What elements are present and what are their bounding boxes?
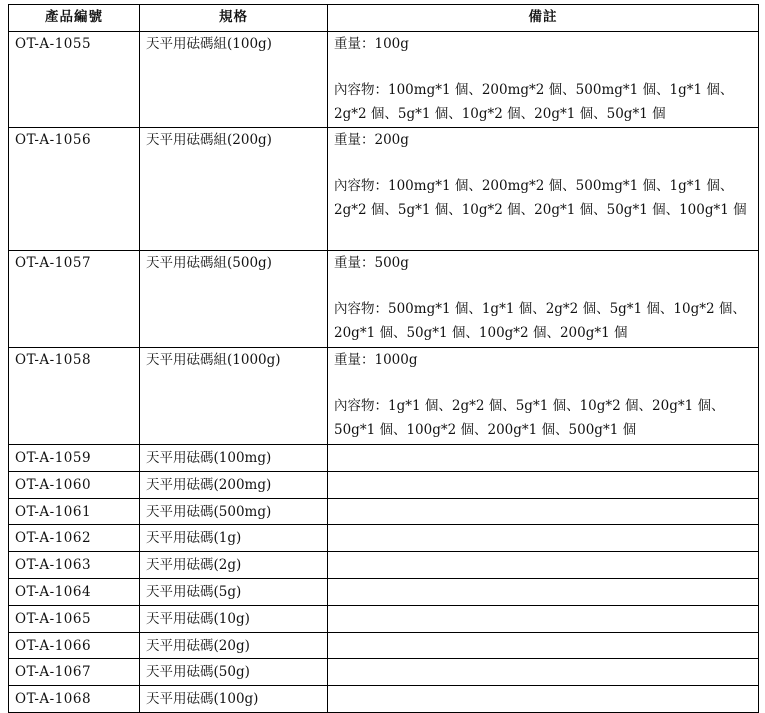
product-code-cell: OT-A-1064 [9,578,140,605]
product-code-cell: OT-A-1058 [9,348,140,445]
product-code-cell: OT-A-1062 [9,525,140,552]
note-cell [328,552,759,579]
product-code-cell: OT-A-1060 [9,471,140,498]
product-code-cell: OT-A-1059 [9,445,140,472]
spec-cell: 天平用砝碼(20g) [140,632,328,659]
spec-cell: 天平用砝碼(100mg) [140,445,328,472]
note-cell [328,578,759,605]
contents-text: 內容物：1g*1 個、2g*2 個、5g*1 個、10g*2 個、20g*1 個、50g*1 個、100g*2 個、200g*1 個、500g*1 個 [334,397,725,438]
table-row [9,632,759,659]
table-row [9,605,759,632]
product-code-cell: OT-A-1055 [9,32,140,128]
note-cell [328,632,759,659]
contents-text: 內容物：500mg*1 個、1g*1 個、2g*2 個、5g*1 個、10g*2 個、20g*1 個、50g*1 個、100g*2 個、200g*1 個 [334,300,746,341]
table-row [9,348,759,445]
table-row [9,552,759,579]
table-row [9,471,759,498]
table-row [9,686,759,713]
spec-cell: 天平用砝碼(200mg) [140,471,328,498]
weight-text: 重量：500g [334,255,409,271]
note-cell [328,32,759,128]
header-row [9,5,759,32]
header-spec: 規格 [140,5,328,32]
spec-cell: 天平用砝碼組(200g) [140,128,328,251]
table-row [9,32,759,128]
table-row [9,251,759,348]
note-cell [328,605,759,632]
product-code-cell: OT-A-1056 [9,128,140,251]
table-row [9,525,759,552]
note-cell [328,686,759,713]
note-cell [328,525,759,552]
note-cell [328,471,759,498]
note-cell [328,251,759,348]
product-spec-table [8,4,759,713]
product-code-cell: OT-A-1065 [9,605,140,632]
weight-text: 重量：1000g [334,352,418,368]
spec-cell: 天平用砝碼(1g) [140,525,328,552]
table-row [9,445,759,472]
note-cell [328,128,759,251]
product-code-cell: OT-A-1063 [9,552,140,579]
product-code-cell: OT-A-1066 [9,632,140,659]
note-cell [328,348,759,445]
spec-cell: 天平用砝碼(500mg) [140,498,328,525]
weight-text: 重量：200g [334,132,409,148]
table-header [9,5,759,32]
header-product-code: 產品編號 [9,5,140,32]
spec-cell: 天平用砝碼(100g) [140,686,328,713]
product-code-cell: OT-A-1057 [9,251,140,348]
contents-text: 內容物：100mg*1 個、200mg*2 個、500mg*1 個、1g*1 個、2g*2 個、5g*1 個、10g*2 個、20g*1 個、50g*1 個、100g*1 個 [334,177,747,218]
spec-cell: 天平用砝碼(50g) [140,659,328,686]
table-row [9,578,759,605]
product-code-cell: OT-A-1067 [9,659,140,686]
table-row [9,128,759,251]
table-row [9,659,759,686]
product-code-cell: OT-A-1061 [9,498,140,525]
product-code-cell: OT-A-1068 [9,686,140,713]
note-cell [328,659,759,686]
spec-cell: 天平用砝碼(2g) [140,552,328,579]
spec-cell: 天平用砝碼(5g) [140,578,328,605]
table-row [9,498,759,525]
weight-text: 重量：100g [334,36,409,52]
spec-cell: 天平用砝碼組(1000g) [140,348,328,445]
note-cell [328,445,759,472]
header-note: 備註 [328,5,759,32]
note-cell [328,498,759,525]
spec-cell: 天平用砝碼組(500g) [140,251,328,348]
spec-cell: 天平用砝碼組(100g) [140,32,328,128]
table-body [9,32,759,713]
contents-text: 內容物：100mg*1 個、200mg*2 個、500mg*1 個、1g*1 個、2g*2 個、5g*1 個、10g*2 個、20g*1 個、50g*1 個 [334,81,734,122]
spec-cell: 天平用砝碼(10g) [140,605,328,632]
